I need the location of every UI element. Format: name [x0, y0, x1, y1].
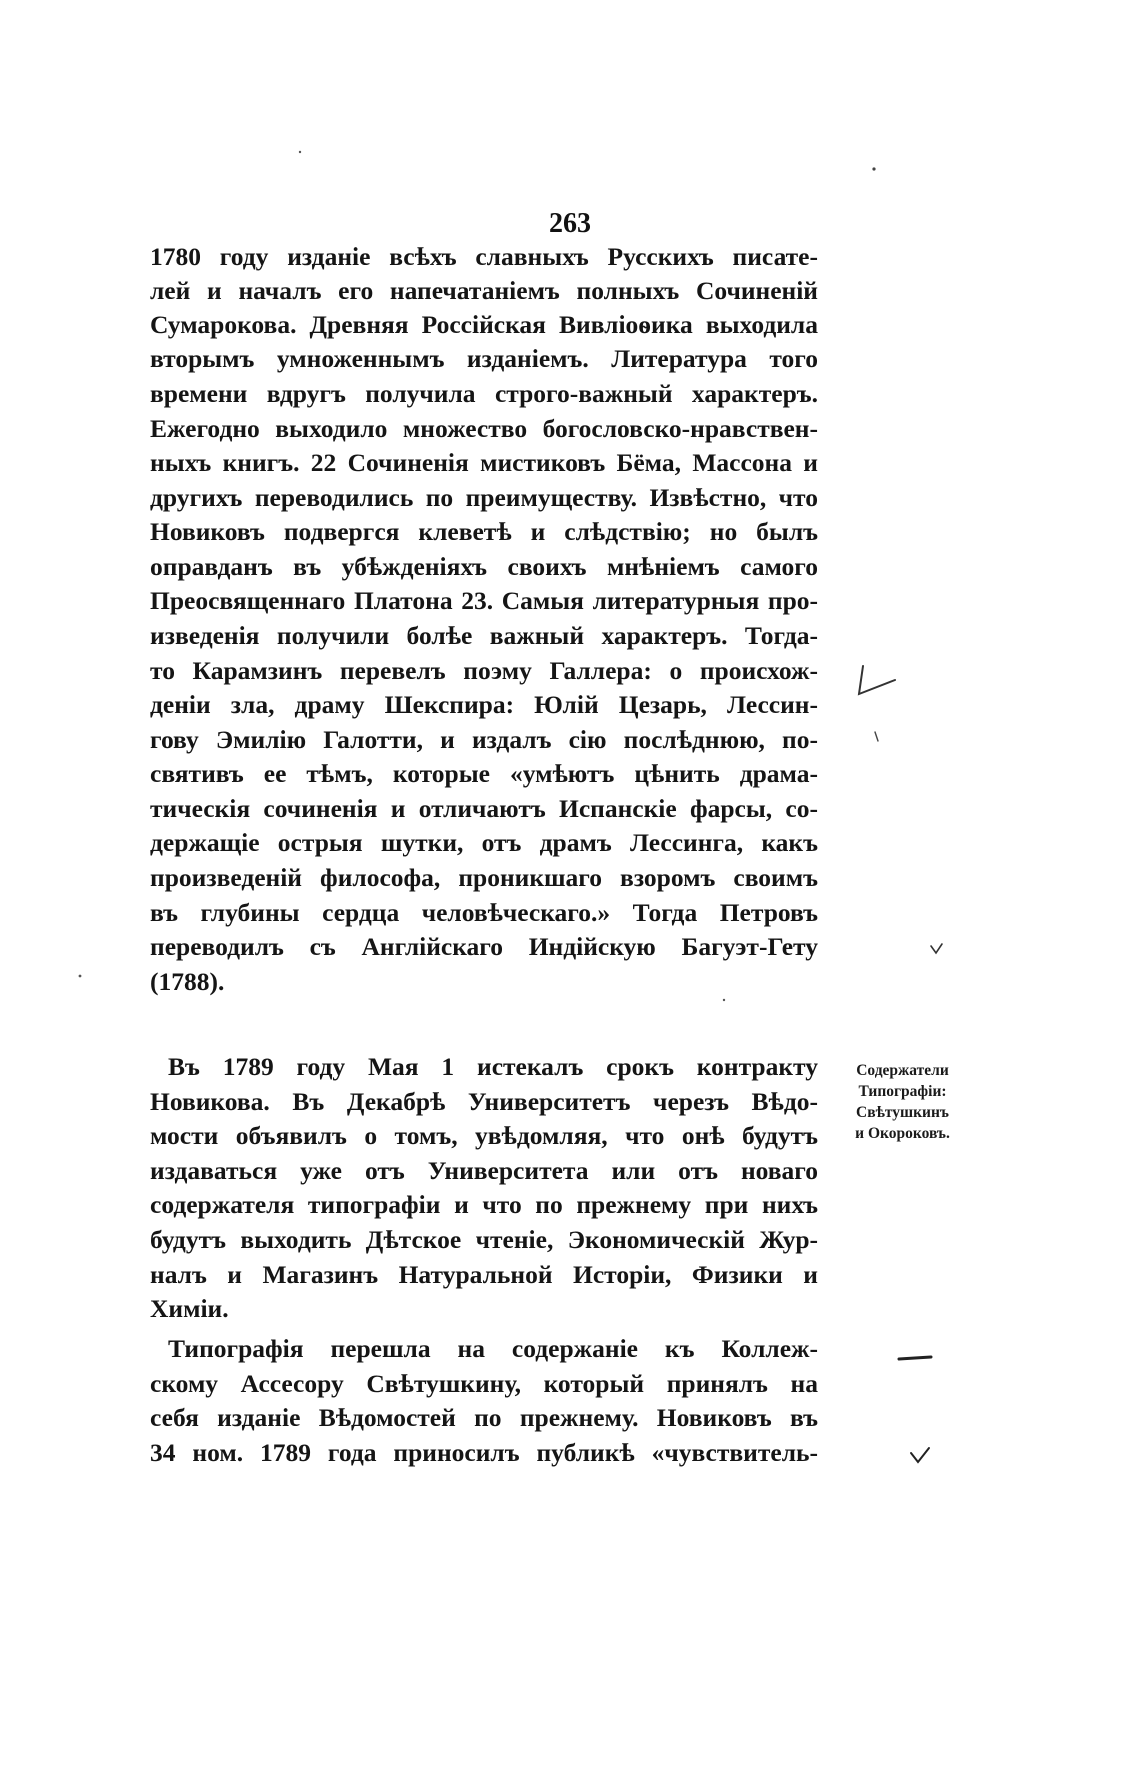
- pencil-tick-mark: [872, 730, 882, 744]
- text-line: Типографія перешла на содержаніе къ Коллеж-: [168, 1334, 818, 1363]
- pencil-check-mark: [928, 940, 946, 958]
- pencil-bracket-mark: [855, 660, 900, 700]
- text-line: другихъ переводились по преимуществу. Извѣстно, что: [150, 483, 818, 512]
- text-line: Новикова. Въ Декабрѣ Университетъ черезъ Вѣдо-: [150, 1087, 818, 1116]
- text-line: будутъ выходить Дѣтское чтеніе, Экономическій Жур-: [150, 1225, 818, 1254]
- pencil-dash-mark: [895, 1350, 935, 1366]
- text-line: тическія сочиненія и отличаютъ Испанскіе фарсы, со-: [150, 794, 818, 823]
- text-line: содержателя типографіи и что по прежнему при нихъ: [150, 1190, 818, 1219]
- text-line: Химіи.: [150, 1294, 229, 1323]
- margin-note-line: Свѣтушкинъ: [856, 1104, 949, 1121]
- margin-note-line: и Окороковъ.: [855, 1125, 950, 1142]
- speck-mark: [720, 996, 728, 1004]
- text-line: 34 ном. 1789 года приносилъ публикѣ «чувствитель-: [150, 1438, 818, 1467]
- margin-note-line: Типографіи:: [858, 1083, 947, 1100]
- pencil-check-mark: [908, 1445, 932, 1467]
- text-line: времени вдругъ получила строго-важный характеръ.: [150, 379, 818, 408]
- text-line: ныхъ книгъ. 22 Сочиненія мистиковъ Бёма, Массона и: [150, 448, 818, 477]
- text-line: Ежегодно выходило множество богословско-нравствен-: [150, 414, 818, 443]
- text-line: держащіе острыя шутки, отъ драмъ Лессинга, какъ: [150, 828, 818, 857]
- text-line: Въ 1789 году Мая 1 истекалъ срокъ контракту: [168, 1052, 818, 1081]
- text-line: скому Ассесору Свѣтушкину, который принялъ на: [150, 1369, 818, 1398]
- speck-mark: [76, 972, 84, 980]
- text-line: мости объявилъ о томъ, увѣдомляя, что онѣ будутъ: [150, 1121, 818, 1150]
- text-line: Преосвященнаго Платона 23. Самыя литературныя про-: [150, 586, 818, 615]
- page-number: 263: [549, 208, 591, 239]
- text-line: произведеній философа, проникшаго взоромъ своимъ: [150, 863, 818, 892]
- text-line: налъ и Магазинъ Натуральной Исторіи, Физики и: [150, 1260, 818, 1289]
- text-line: издаваться уже отъ Университета или отъ новаго: [150, 1156, 818, 1185]
- text-line: то Карамзинъ перевелъ поэму Галлера: о происхож-: [150, 656, 818, 685]
- margin-note-line: Содержатели: [856, 1062, 949, 1079]
- text-line: лей и началъ его напечатаніемъ полныхъ Сочиненій: [150, 276, 818, 305]
- text-line: въ глубины сердца человѣческаго.» Тогда Петровъ: [150, 898, 818, 927]
- speck-mark: [296, 148, 304, 156]
- text-line: гову Эмилію Галотти, и издалъ сію послѣднюю, по-: [150, 725, 818, 754]
- text-line: себя изданіе Вѣдомостей по прежнему. Новиковъ въ: [150, 1403, 818, 1432]
- text-line: святивъ ее тѣмъ, которые «умѣютъ цѣнить драма-: [150, 759, 818, 788]
- text-line: оправданъ въ убѣжденіяхъ своихъ мнѣніемъ самого: [150, 552, 818, 581]
- speck-mark: [870, 165, 878, 173]
- text-line: изведенія получили болѣе важный характеръ. Тогда-: [150, 621, 818, 650]
- text-line: 1780 году изданіе всѣхъ славныхъ Русскихъ писате-: [150, 242, 818, 271]
- text-line: Сумарокова. Древняя Россійская Вивліоѳика выходила: [150, 310, 818, 339]
- text-line: вторымъ умноженнымъ изданіемъ. Литература того: [150, 344, 818, 373]
- text-line: (1788).: [150, 967, 225, 996]
- text-line: Новиковъ подвергся клеветѣ и слѣдствію; но былъ: [150, 517, 818, 546]
- text-line: деніи зла, драму Шекспира: Юлій Цезарь, Лессин-: [150, 690, 818, 719]
- margin-note: [835, 1060, 970, 1144]
- text-line: переводилъ съ Англійскаго Индійскую Багуэт-Гету: [150, 932, 818, 961]
